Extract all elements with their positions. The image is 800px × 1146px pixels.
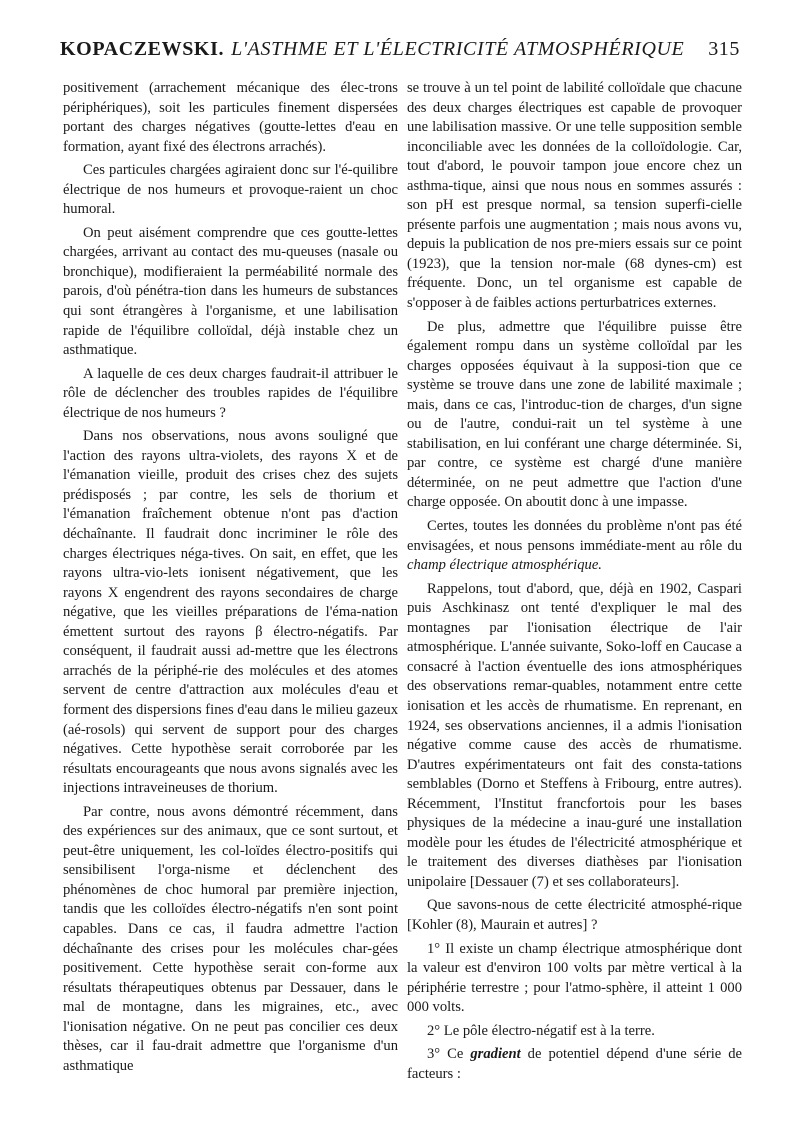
header-title: L'ASTHME ET L'ÉLECTRICITÉ ATMOSPHÉRIQUE: [231, 38, 685, 60]
right-paragraph-4: Rappelons, tout d'abord, que, déjà en 1902, Caspari puis Aschkinasz ont tenté d'expliquer le mal des montagnes par l'ionisation électrique de l'air atmosphérique. L'année suivante, Soko-loff en Caucase a consacré à l'action éventuelle des ions atmosphériques des observations remar-quables, notamment entre cette ionisation et les accès de rhumatisme. En reprenant, en 1924, ses observations anciennes, il a admis l'ionisation négative comme cause des accès de rhumatisme. D'autres expérimentateurs ont fait des consta-tations semblables (Dorno et Steffens à Fribourg, entre autres). Récemment, l'Institut francfortois pour les bases physiques de la médecine a inau-guré une installation modèle pour les études de l'électricité atmosphérique et le traitement des diverses diathèses par l'ionisation unipolaire [Dessauer (7) et ses collaborateurs].: [407, 580, 742, 890]
right-paragraph-3-italic: champ électrique atmosphérique.: [407, 557, 602, 574]
running-head: [60, 38, 740, 66]
right-paragraph-7: 2° Le pôle électro-négatif est à la terre.: [427, 1022, 655, 1039]
header-author: KOPACZEWSKI.: [60, 38, 225, 60]
page-number: 315: [708, 38, 740, 60]
left-paragraph-4: A laquelle de ces deux charges faudrait-il attribuer le rôle de déclencher des troubles rapides de l'équilibre électrique de nos humeurs ?: [63, 365, 398, 421]
right-paragraph-3: [407, 517, 742, 576]
left-paragraph-2: Ces particules chargées agiraient donc sur l'é-quilibre électrique de nos humeurs et provoque-raient un choc humoral.: [63, 162, 398, 218]
left-paragraph-3: On peut aisément comprendre que ces goutte-lettes chargées, arrivant au contact des mu-queuses (nasale ou bronchique), modifieraient la perméabilité normale des parois, d'où pénétra-tion dans les humeurs de substances qui sont étrangères à l'organisme, et une labilisation rapide de l'équilibre colloïdal, déjà instable chez un asthmatique.: [63, 224, 398, 359]
right-paragraph-3-text: Certes, toutes les données du problème n'ont pas été envisagées, et nous pensons immédiate-ment au rôle du: [407, 518, 742, 554]
left-paragraph-1: positivement (arrachement mécanique des élec-trons périphériques), soit les particules finement dispersées portant des charges négatives (goutte-lettes d'eau en formation, ayant fixé des électrons arrachés).: [63, 80, 398, 155]
right-paragraph-6: 1° Il existe un champ électrique atmosphérique dont la valeur est d'environ 100 volts par mètre vertical à la périphérie terrestre ; pour l'atmo-sphère, il atteint 1 000 000 volts.: [407, 940, 742, 1016]
right-paragraph-1: se trouve à un tel point de labilité colloïdale que chacune des deux charges électriques est capable de provoquer une labilisation massive. Or une telle supposition semble inconciliable avec les données de la colloïdologie. Car, tout d'abord, le pouvoir tampon joue encore chez un asthma-tique, ainsi que nous nous en sommes assurés : son pH est presque normal, sa tension superfi-cielle présente parfois une augmentation ; mais nous avons vu, depuis la publication de nos pre-miers essais sur ce point (1923), que la tension nor-male (68 dynes-cm) est fréquente. Donc, un tel organisme est capable de s'opposer à de faibles actions perturbatrices externes.: [407, 80, 742, 312]
right-paragraph-5: Que savons-nous de cette électricité atmosphé-rique [Kohler (8), Maurain et autres] ?: [407, 897, 742, 933]
right-paragraph-2: De plus, admettre que l'équilibre puisse être également rompu dans un système colloïdal par les charges opposées équivaut à la supposi-tion que ce système se trouve dans une zone de labilité maximale ; mais, dans ce cas, l'introduc-tion de charges, d'un signe ou de l'autre, condui-rait un tel système à une stabilisation, en lui conférant une charge déterminée. Si, par contre, ce système est chargé d'une manière déterminée, on ne peut admettre que l'action d'une charge opposée. On aboutit donc à une impasse.: [407, 318, 742, 511]
left-column: [63, 79, 398, 1076]
left-paragraph-6: Par contre, nous avons démontré récemment, dans des expériences sur des animaux, que ce sont surtout, et peut-être uniquement, les col-loïdes électro-positifs qui sensibilisent l'orga-nisme et déclenchent des phénomènes de choc humoral par première injection, tandis que les colloïdes électro-négatifs n'en sont point capables. Dans ce cas, il faudra admettre l'action déchaînante des crises pour les molécules char-gées positivement. Cette hypothèse serait con-forme aux résultats thérapeutiques obtenus par Dessauer, dans le mal de montagne, dans les migraines, etc., avec l'ionisation négative. On ne peut pas concilier ces deux thèses, car il fau-drait admettre que l'organisme d'un asthmatique: [63, 803, 398, 1074]
right-paragraph-8-start: 3° Ce: [427, 1046, 464, 1063]
right-column: [407, 79, 742, 1084]
right-paragraph-8-end: de potentiel dépend d'une série de facteurs :: [407, 1046, 743, 1082]
right-paragraph-8-italic: gradient: [470, 1046, 521, 1063]
left-paragraph-5: Dans nos observations, nous avons souligné que l'action des rayons ultra-violets, des rayons X et de l'émanation vieille, produit des crises chez des sujets prédisposés ; par contre, les sels de thorium et l'émanation fraîchement obtenue n'ont pas d'action déchaînante. Il faudrait donc incriminer le rôle des charges électriques néga-tives. On sait, en effet, que les rayons ultra-vio-lets ionisent négativement, que les rayons X engendrent des rayons secondaires de charge négative, que les vieilles préparations de l'éma-nation émettent surtout des rayons β électro-négatifs. Par conséquent, il faudrait aussi ad-mettre que les électrons arrachés de la périphé-rie des molécules et des atomes servent de centre d'attraction aux molécules d'eau et forment des dispersions fines d'eau dans le milieu gazeux (aé-rosols) qui servent de support pour des charges négatives. Cette hypothèse serait corroborée par les résultats encourageants que nous avons signalés avec les injections intraveineuses de thorium.: [63, 428, 398, 797]
right-paragraph-8: [407, 1045, 742, 1084]
